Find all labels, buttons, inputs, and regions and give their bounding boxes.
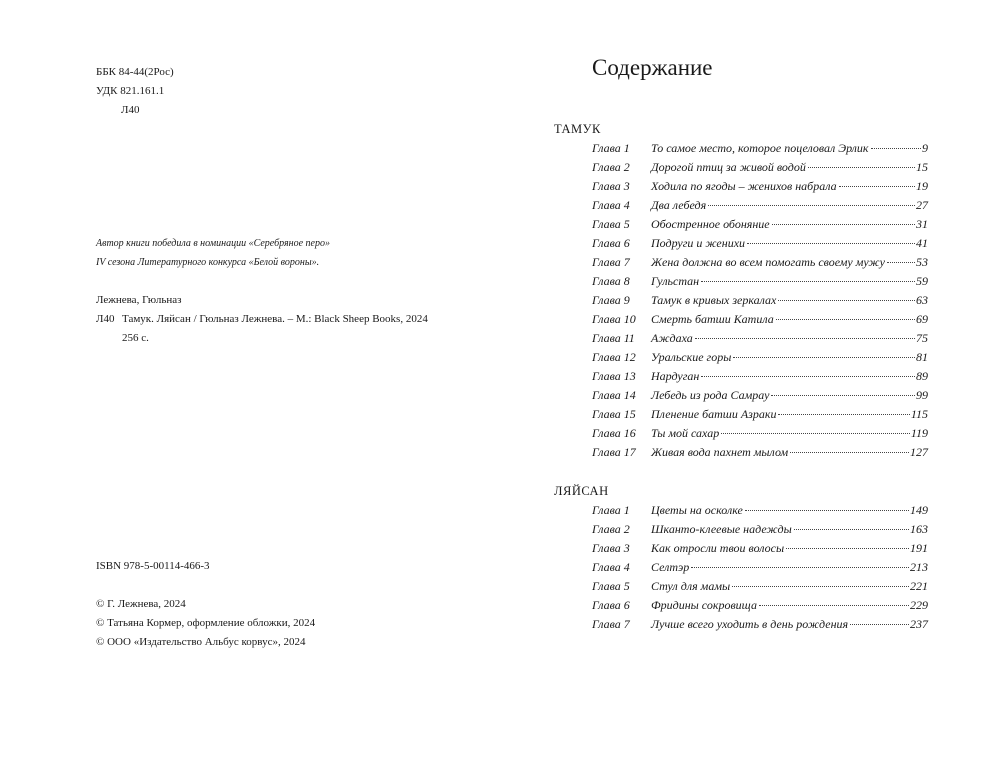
chapter-label: Глава 14 bbox=[592, 388, 636, 402]
dot-leader bbox=[733, 357, 915, 358]
chapter-line bbox=[651, 521, 928, 537]
isbn: ISBN 978-5-00114-466-3 bbox=[96, 560, 210, 572]
dot-leader bbox=[732, 586, 909, 587]
chapter-title: Селтэр bbox=[651, 560, 690, 574]
chapter-label: Глава 3 bbox=[592, 541, 630, 555]
chapter-label: Глава 16 bbox=[592, 426, 636, 440]
chapter-title: Ты мой сахар bbox=[651, 426, 720, 440]
toc-entry bbox=[500, 159, 1000, 178]
toc-entry bbox=[500, 216, 1000, 235]
chapter-label: Глава 7 bbox=[592, 255, 630, 269]
toc-entry bbox=[500, 368, 1000, 387]
dot-leader bbox=[695, 338, 915, 339]
catalog-author: Лежнева, Гюльназ bbox=[96, 294, 182, 306]
chapter-line bbox=[651, 387, 928, 403]
toc-entry bbox=[500, 197, 1000, 216]
chapter-title: Подруги и женихи bbox=[651, 236, 746, 250]
toc-entry bbox=[500, 559, 1000, 578]
chapter-line bbox=[651, 559, 928, 575]
chapter-title: Цветы на осколке bbox=[651, 503, 743, 517]
toc-entry bbox=[500, 540, 1000, 559]
chapter-label: Глава 2 bbox=[592, 160, 630, 174]
toc-entry bbox=[500, 425, 1000, 444]
dot-leader bbox=[778, 300, 915, 301]
chapter-page-number: 89 bbox=[916, 369, 928, 383]
chapter-label: Глава 15 bbox=[592, 407, 636, 421]
toc-entry bbox=[500, 273, 1000, 292]
chapter-page-number: 115 bbox=[910, 407, 928, 421]
chapter-page-number: 41 bbox=[916, 236, 928, 250]
chapter-line bbox=[651, 444, 928, 460]
chapter-label: Глава 5 bbox=[592, 217, 630, 231]
contents-page bbox=[500, 0, 1000, 769]
dot-leader bbox=[771, 395, 915, 396]
chapter-line bbox=[651, 597, 928, 613]
dot-leader bbox=[747, 243, 915, 244]
catalog-entry: Тамук. Ляйсан / Гюльназ Лежнева. – М.: Black Sheep Books, 2024 bbox=[122, 313, 428, 325]
chapter-label: Глава 10 bbox=[592, 312, 636, 326]
chapter-page-number: 15 bbox=[916, 160, 928, 174]
page-count: 256 с. bbox=[122, 332, 149, 344]
chapter-page-number: 75 bbox=[916, 331, 928, 345]
toc-entry bbox=[500, 521, 1000, 540]
udk-index: УДК 821.161.1 bbox=[96, 85, 165, 97]
chapter-page-number: 53 bbox=[916, 255, 928, 269]
chapter-line bbox=[651, 349, 928, 365]
author-mark: Л40 bbox=[121, 104, 140, 116]
chapter-page-number: 81 bbox=[916, 350, 928, 364]
chapter-page-number: 27 bbox=[916, 198, 928, 212]
chapter-label: Глава 12 bbox=[592, 350, 636, 364]
chapter-label: Глава 7 bbox=[592, 617, 630, 631]
chapter-line bbox=[651, 425, 928, 441]
chapter-label: Глава 8 bbox=[592, 274, 630, 288]
chapter-title: Нардуган bbox=[651, 369, 700, 383]
chapter-title: Два лебедя bbox=[651, 198, 707, 212]
toc-entry bbox=[500, 140, 1000, 159]
toc-entry bbox=[500, 597, 1000, 616]
dot-leader bbox=[839, 186, 915, 187]
chapter-title: Лучше всего уходить в день рождения bbox=[651, 617, 849, 631]
chapter-page-number: 59 bbox=[916, 274, 928, 288]
chapter-label: Глава 1 bbox=[592, 503, 630, 517]
chapter-line bbox=[651, 235, 928, 251]
chapter-label: Глава 2 bbox=[592, 522, 630, 536]
dot-leader bbox=[745, 510, 909, 511]
chapter-title: Гульстан bbox=[651, 274, 700, 288]
chapter-title: Тамук в кривых зеркалах bbox=[651, 293, 777, 307]
chapter-line bbox=[651, 254, 928, 270]
chapter-title: Живая вода пахнет мылом bbox=[651, 445, 789, 459]
chapter-line bbox=[651, 140, 928, 156]
chapter-page-number: 9 bbox=[922, 141, 928, 155]
dot-leader bbox=[887, 262, 915, 263]
chapter-label: Глава 4 bbox=[592, 198, 630, 212]
toc-entry bbox=[500, 311, 1000, 330]
toc-entry bbox=[500, 578, 1000, 597]
dot-leader bbox=[772, 224, 915, 225]
chapter-title: Шканто-клеевые надежды bbox=[651, 522, 792, 536]
toc-entry bbox=[500, 502, 1000, 521]
chapter-page-number: 63 bbox=[916, 293, 928, 307]
toc-entry bbox=[500, 387, 1000, 406]
chapter-label: Глава 1 bbox=[592, 141, 630, 155]
bbk-index: ББК 84-44(2Рос) bbox=[96, 66, 174, 78]
chapter-page-number: 163 bbox=[910, 522, 928, 536]
toc-entry bbox=[500, 178, 1000, 197]
copyright-author: © Г. Лежнева, 2024 bbox=[96, 598, 186, 610]
toc-entry bbox=[500, 235, 1000, 254]
toc-entry bbox=[500, 254, 1000, 273]
chapter-title: Жена должна во всем помогать своему мужу bbox=[651, 255, 885, 269]
chapter-page-number: 19 bbox=[916, 179, 928, 193]
chapter-line bbox=[651, 292, 928, 308]
chapter-page-number: 237 bbox=[910, 617, 928, 631]
chapter-page-number: 149 bbox=[910, 503, 928, 517]
chapter-page-number: 191 bbox=[910, 541, 928, 555]
chapter-title: Ходила по ягоды – женихов набрала bbox=[651, 179, 837, 193]
chapter-label: Глава 3 bbox=[592, 179, 630, 193]
dot-leader bbox=[701, 281, 915, 282]
chapter-line bbox=[651, 197, 928, 213]
toc-entry bbox=[500, 349, 1000, 368]
dot-leader bbox=[776, 319, 915, 320]
chapter-line bbox=[651, 540, 928, 556]
toc-entry bbox=[500, 406, 1000, 425]
chapter-page-number: 127 bbox=[910, 445, 928, 459]
chapter-page-number: 229 bbox=[910, 598, 928, 612]
chapter-label: Глава 6 bbox=[592, 236, 630, 250]
chapter-line bbox=[651, 159, 928, 175]
chapter-line bbox=[651, 273, 928, 289]
chapter-title: Пленение батши Азраки bbox=[651, 407, 777, 421]
toc-entry bbox=[500, 330, 1000, 349]
chapter-line bbox=[651, 330, 928, 346]
dot-leader bbox=[871, 148, 921, 149]
dot-leader bbox=[691, 567, 909, 568]
dot-leader bbox=[759, 605, 909, 606]
chapter-title: Дорогой птиц за живой водой bbox=[651, 160, 806, 174]
chapter-page-number: 213 bbox=[910, 560, 928, 574]
chapter-page-number: 119 bbox=[910, 426, 928, 440]
chapter-title: Уральские горы bbox=[651, 350, 732, 364]
chapter-line bbox=[651, 502, 928, 518]
contents-title: Содержание bbox=[592, 55, 713, 80]
dot-leader bbox=[850, 624, 909, 625]
toc-entry bbox=[500, 616, 1000, 635]
chapter-title: То самое место, которое поцеловал Эрлик bbox=[651, 141, 869, 155]
chapter-title: Обостренное обоняние bbox=[651, 217, 770, 231]
dot-leader bbox=[721, 433, 910, 434]
toc-entry bbox=[500, 444, 1000, 463]
chapter-page-number: 99 bbox=[916, 388, 928, 402]
copyright-cover: © Татьяна Кормер, оформление обложки, 2024 bbox=[96, 617, 316, 629]
chapter-title: Аждаха bbox=[651, 331, 693, 345]
chapter-title: Фридины сокровища bbox=[651, 598, 758, 612]
dot-leader bbox=[708, 205, 915, 206]
dot-leader bbox=[701, 376, 915, 377]
chapter-label: Глава 6 bbox=[592, 598, 630, 612]
copyright-publisher: © ООО «Издательство Альбус корвус», 2024 bbox=[96, 636, 306, 648]
toc-entry bbox=[500, 292, 1000, 311]
dot-leader bbox=[786, 548, 909, 549]
chapter-title: Стул для мамы bbox=[651, 579, 731, 593]
chapter-label: Глава 4 bbox=[592, 560, 630, 574]
dot-leader bbox=[778, 414, 909, 415]
chapter-line bbox=[651, 216, 928, 232]
chapter-page-number: 221 bbox=[910, 579, 928, 593]
chapter-title: Лебедь из рода Самрау bbox=[651, 388, 770, 402]
chapter-label: Глава 17 bbox=[592, 445, 636, 459]
chapter-line bbox=[651, 616, 928, 632]
award-note-line-2: IV сезона Литературного конкурса «Белой вороны». bbox=[96, 257, 320, 268]
chapter-page-number: 31 bbox=[916, 217, 928, 231]
dot-leader bbox=[790, 452, 909, 453]
part-title-tamuk: ТАМУК bbox=[554, 122, 601, 136]
chapter-line bbox=[651, 178, 928, 194]
chapter-line bbox=[651, 311, 928, 327]
chapter-title: Смерть батши Катила bbox=[651, 312, 774, 326]
chapter-label: Глава 11 bbox=[592, 331, 635, 345]
chapter-page-number: 69 bbox=[916, 312, 928, 326]
award-note-line-1: Автор книги победила в номинации «Серебряное перо» bbox=[96, 238, 330, 249]
chapter-label: Глава 13 bbox=[592, 369, 636, 383]
dot-leader bbox=[794, 529, 909, 530]
catalog-code: Л40 bbox=[96, 313, 115, 325]
chapter-line bbox=[651, 578, 928, 594]
chapter-label: Глава 9 bbox=[592, 293, 630, 307]
chapter-line bbox=[651, 406, 928, 422]
chapter-line bbox=[651, 368, 928, 384]
dot-leader bbox=[808, 167, 915, 168]
chapter-title: Как отросли твои волосы bbox=[651, 541, 785, 555]
chapter-label: Глава 5 bbox=[592, 579, 630, 593]
part-title-lyaysan: ЛЯЙСАН bbox=[554, 484, 609, 498]
